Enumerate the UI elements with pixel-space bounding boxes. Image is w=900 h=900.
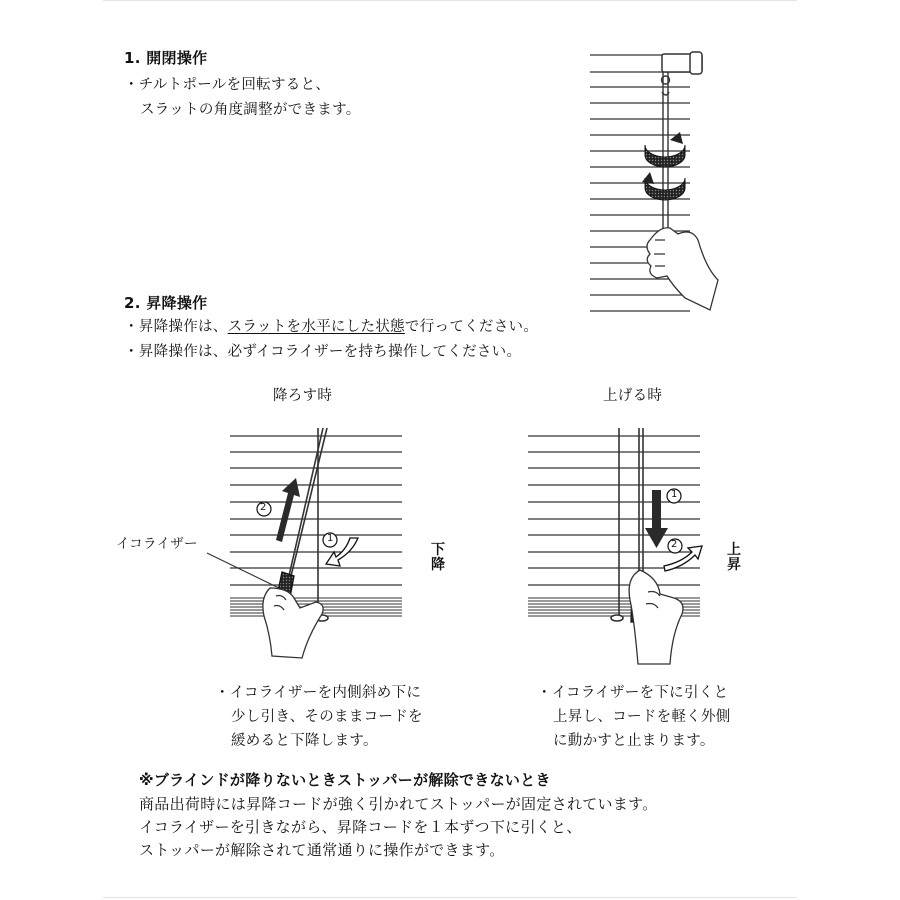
raising-step2-number: 2 bbox=[671, 539, 678, 550]
notes-title: ※ブラインドが降りないときストッパーが解除できないとき bbox=[139, 771, 551, 789]
section1-line2: スラットの角度調整ができます。 bbox=[140, 102, 361, 118]
lowering-desc-line1: ・イコライザーを内側斜め下に bbox=[215, 685, 422, 701]
lowering-step2-number: 2 bbox=[260, 502, 267, 513]
rotate-arrow-upper bbox=[645, 132, 685, 167]
section2-heading: 2. 昇降操作 bbox=[124, 294, 208, 312]
raising-direction-label: 上昇 bbox=[727, 542, 741, 573]
lowering-title: 降ろす時 bbox=[273, 388, 333, 404]
raising-desc-line1: ・イコライザーを下に引くと bbox=[537, 685, 729, 701]
tilt-hand bbox=[647, 228, 718, 310]
lowering-desc-line3: 緩めると下降します。 bbox=[231, 733, 378, 749]
raising-title: 上げる時 bbox=[603, 388, 663, 404]
notes-line3: ストッパーが解除されて通常通りに操作ができます。 bbox=[139, 841, 505, 859]
raising-step1-number: 1 bbox=[671, 489, 678, 500]
section1-line1: ・チルトポールを回転すると、 bbox=[124, 77, 331, 93]
tilt-blind-illustration bbox=[590, 52, 718, 311]
raising-desc-line3: に動かすと止まります。 bbox=[553, 733, 715, 749]
section1-heading: 1. 開閉操作 bbox=[124, 49, 208, 67]
lowering-cords bbox=[288, 428, 328, 621]
raising-desc-line2: 上昇し、コードを軽く外側 bbox=[553, 709, 731, 725]
lowering-desc-line2: 少し引き、そのままコードを bbox=[231, 709, 423, 725]
lowering-direction-label: 下降 bbox=[431, 542, 445, 573]
lowering-blind-illustration bbox=[207, 428, 402, 658]
head-rail-end bbox=[662, 52, 702, 74]
raising-hand bbox=[629, 570, 683, 664]
raising-step2-arrow bbox=[664, 539, 702, 571]
section2-line1-suffix: で行ってください。 bbox=[404, 319, 539, 335]
section2-line2: ・昇降操作は、必ずイコライザーを持ち操作してください。 bbox=[124, 344, 522, 360]
notes-line1: 商品出荷時には昇降コードが強く引かれてストッパーが固定されています。 bbox=[139, 795, 658, 813]
notes-line2: イコライザーを引きながら、昇降コードを１本ずつ下に引くと、 bbox=[139, 818, 582, 836]
lowering-step1-number: 1 bbox=[327, 533, 334, 544]
section2-line1-emphasis: スラットを水平にした状態 bbox=[227, 319, 405, 335]
equalizer-label: イコライザー bbox=[116, 536, 198, 552]
section2-line1-prefix: ・昇降操作は、 bbox=[124, 319, 228, 335]
